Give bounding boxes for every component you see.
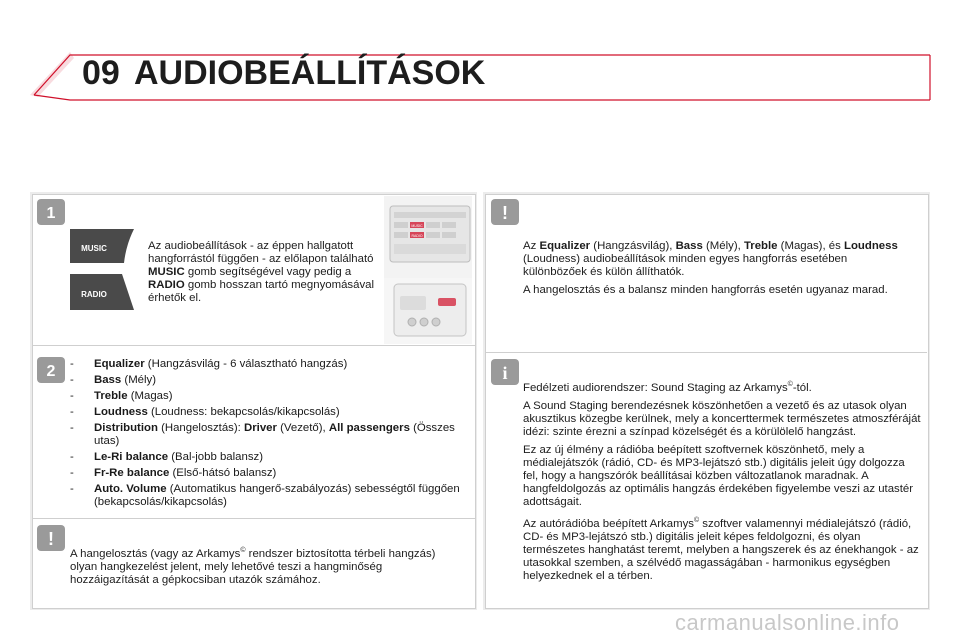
- page-title: AUDIOBEÁLLÍTÁSOK: [134, 54, 486, 92]
- step-2-number: 2: [46, 363, 56, 380]
- chapter-number: 09: [82, 54, 120, 92]
- info-text: Fedélzeti audiorendszer: Sound Staging az Arkamys©-tól. A Sound Staging berendezésnek köszönhetően a vezető és az utasok olyan akusztikus közegbe kerülnek, mely a koncerttermek természetes atmoszféráját idézi: szinte érezni a színpad közelségét és a körülölelő hangzást. Ez az új élmény a rádióba beépített szoftvernek köszönhető, mely a médialejátszók (rádió, CD- és MP3-lejátszó stb.) digitális jeleit úgy dolgozza fel, hogy a hangszórók beállításai közben változatlanok maradnak. A hangfeldolgozás az optimális hangzás érdekében figyelembe veszi az utastér adottságait. Az autórádióba beépített Arkamys© szoftver valamennyi médialejátszó (rádió, CD- és MP3-lejátszó stb.) digitális jeleit képes feldolgozni, és olyan természetes hanghatást teremt, melyben a hangszerek és az énekhangok - az utasokkal szemben, a szélvédő magasságában - harmonikus egységben helyezkednek el a térben.: [523, 381, 921, 582]
- warning-icon: !: [502, 203, 508, 223]
- console-illustration-top: [384, 196, 472, 283]
- console-illustration-bottom: [384, 278, 472, 349]
- watermark: carmanualsonline.info: [675, 610, 900, 635]
- list-item: - Auto. Volume (Automatikus hangerő-szabályozás) sebességtől függően (bekapcsolás/kikapcsolás): [70, 483, 460, 508]
- right-separator: [486, 352, 927, 353]
- warning-badge: [490, 198, 520, 226]
- info-badge: [490, 358, 520, 386]
- distribution-note: A hangelosztás (vagy az Arkamys© rendszer biztosította térbeli hangzás) olyan hangkezelést jelent, mely lehetővé teszi a hangminőség hozzáigazítását a gépkocsiban utazók számához.: [70, 547, 436, 586]
- warning-icon: !: [48, 529, 54, 549]
- step-2-badge: [36, 356, 66, 384]
- warning-text: Az Equalizer (Hangzásvilág), Bass (Mély), Treble (Magas), és Loudness (Loudness) audiobeállítások minden egyes hangforrás esetében különbözőek és külön állíthatók. A hangelosztás és a balansz minden hangforrás esetén ugyanaz marad.: [523, 240, 898, 296]
- list-item: - Treble (Magas): [70, 390, 173, 402]
- radio-button-illustration: [68, 272, 138, 317]
- music-button-illustration: [68, 227, 138, 270]
- step-1-text: Az audiobeállítások - az éppen hallgatott hangforrástól függően - az előlapon található MUSIC gomb segítségével vagy pedig a RADIO gomb hosszan tartó megnyomásával érhetők el.: [148, 240, 375, 304]
- svg-text:RADIO: RADIO: [411, 234, 423, 238]
- list-item: - Equalizer (Hangzásvilág - 6 választható hangzás): [70, 358, 348, 370]
- list-item: - Fr-Re balance (Első-hátsó balansz): [70, 467, 277, 479]
- page-header: [0, 0, 960, 110]
- note-warning-badge: [36, 524, 66, 552]
- list-item: - Distribution (Hangelosztás): Driver (Vezető), All passengers (Összes utas): [70, 422, 455, 447]
- left-separator-2: [33, 518, 475, 519]
- radio-button-label: RADIO: [81, 290, 107, 299]
- list-item: - Loudness (Loudness: bekapcsolás/kikapcsolás): [70, 406, 340, 418]
- svg-text:MUSIC: MUSIC: [411, 224, 423, 228]
- list-item: - Le-Ri balance (Bal-jobb balansz): [70, 451, 264, 463]
- step-1-number: 1: [46, 205, 56, 222]
- info-icon: i: [502, 363, 508, 383]
- music-button-label: MUSIC: [81, 244, 107, 253]
- list-item: - Bass (Mély): [70, 374, 157, 386]
- step-1-badge: [36, 198, 66, 226]
- audio-settings-list: [70, 358, 465, 512]
